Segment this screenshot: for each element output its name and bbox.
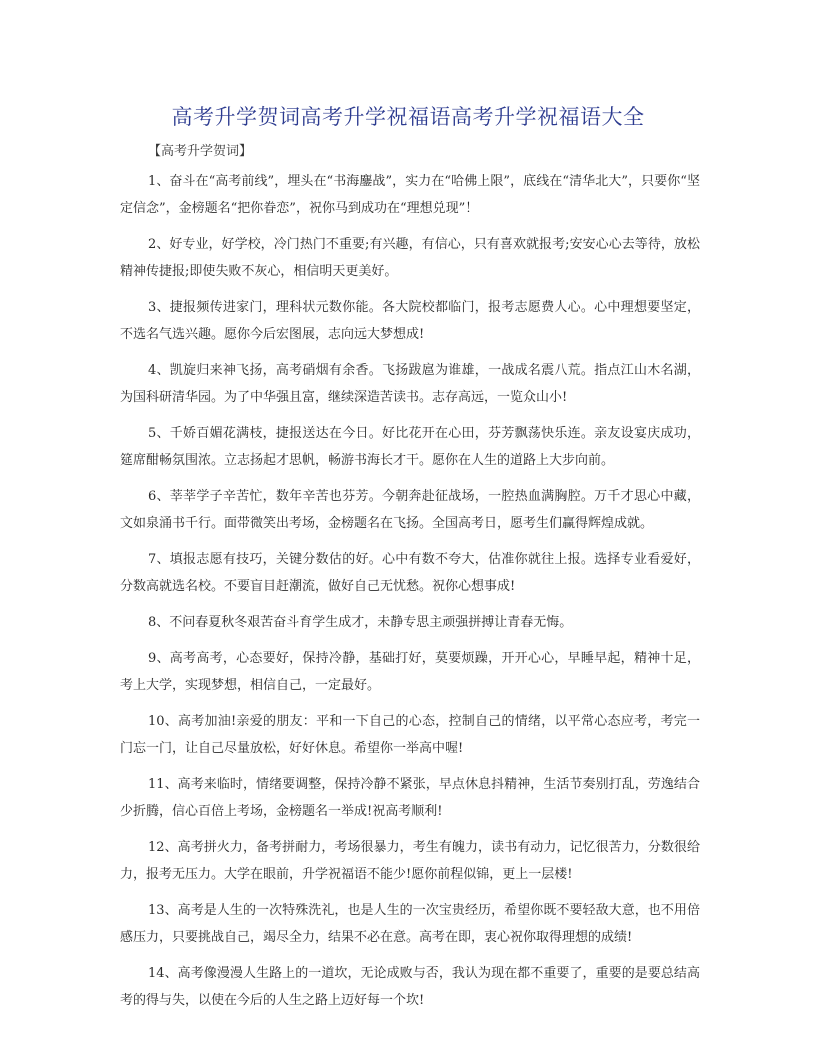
paragraph: 2、好专业，好学校，冷门热门不重要;有兴趣，有信心，只有喜欢就报考;安安心心去等待，放松精神传捷报;即使失败不灰心，相信明天更美好。 — [120, 237, 700, 279]
paragraph: 12、高考拼火力，备考拼耐力，考场很暴力，考生有魄力，读书有动力，记忆很苦力，分数很给力，报考无压力。大学在眼前，升学祝福语不能少!愿你前程似锦，更上一层楼! — [120, 840, 700, 882]
paragraph: 13、高考是人生的一次特殊洗礼，也是人生的一次宝贵经历，希望你既不要轻敌大意，也不用倍感压力，只要挑战自己，竭尽全力，结果不必在意。高考在即，衷心祝你取得理想的成绩! — [120, 903, 700, 945]
paragraph: 4、凯旋归来神飞扬，高考硝烟有余香。飞扬跋扈为谁雄，一战成名震八荒。指点江山木名湖，为国科研清华园。为了中华强且富，继续深造苦读书。志存高远，一览众山小! — [120, 363, 700, 405]
paragraph: 9、高考高考，心态要好，保持冷静，基础打好，莫要烦躁，开开心心，早睡早起，精神十足，考上大学，实现梦想，相信自己，一定最好。 — [120, 651, 700, 693]
paragraph: 11、高考来临时，情绪要调整，保持冷静不紧张，早点休息抖精神，生活节奏别打乱，劳逸结合少折腾，信心百倍上考场，金榜题名一举成!祝高考顺利! — [120, 777, 700, 819]
paragraph: 3、捷报频传进家门，理科状元数你能。各大院校都临门，报考志愿费人心。心中理想要坚定，不选名气选兴趣。愿你今后宏图展，志向远大梦想成! — [120, 300, 700, 342]
paragraph: 10、高考加油!亲爱的朋友：平和一下自己的心态，控制自己的情绪，以平常心态应考，考完一门忘一门，让自己尽量放松，好好休息。希望你一举高中喔! — [120, 714, 700, 756]
paragraph: 6、莘莘学子辛苦忙，数年辛苦也芬芳。今朝奔赴征战场，一腔热血满胸腔。万千才思心中藏，文如泉涌书千行。面带微笑出考场，金榜题名在飞扬。全国高考日，愿考生们赢得辉煌成就。 — [120, 489, 700, 531]
paragraph: 1、奋斗在“高考前线”，埋头在“书海鏖战”，实力在“哈佛上限”，底线在“清华北大”，只要你“坚定信念”，金榜题名“把你眷恋”，祝你马到成功在“理想兑现”！ — [120, 174, 700, 216]
paragraph: 7、填报志愿有技巧，关键分数估的好。心中有数不夸大，估准你就往上报。选择专业看爱好，分数高就选名校。不要盲目赶潮流，做好自己无忧愁。祝你心想事成! — [120, 552, 700, 594]
paragraph: 8、不问春夏秋冬艰苦奋斗育学生成才，未静专思主顽强拼搏让青春无悔。 — [148, 615, 573, 630]
paragraph: 5、千娇百媚花满枝，捷报送达在今日。好比花开在心田，芬芳飘荡快乐连。亲友设宴庆成功，筵席酣畅氛围浓。立志扬起才思帆，畅游书海长才干。愿你在人生的道路上大步向前。 — [120, 426, 700, 468]
paragraph: 14、高考像漫漫人生路上的一道坎，无论成败与否，我认为现在都不重要了，重要的是要总结高考的得与失，以使在今后的人生之路上迈好每一个坎! — [120, 966, 700, 1008]
document-title: 高考升学贺词高考升学祝福语高考升学祝福语大全 — [171, 105, 645, 129]
section-heading: 【高考升学贺词】 — [148, 144, 253, 159]
document-body — [120, 168, 700, 1023]
